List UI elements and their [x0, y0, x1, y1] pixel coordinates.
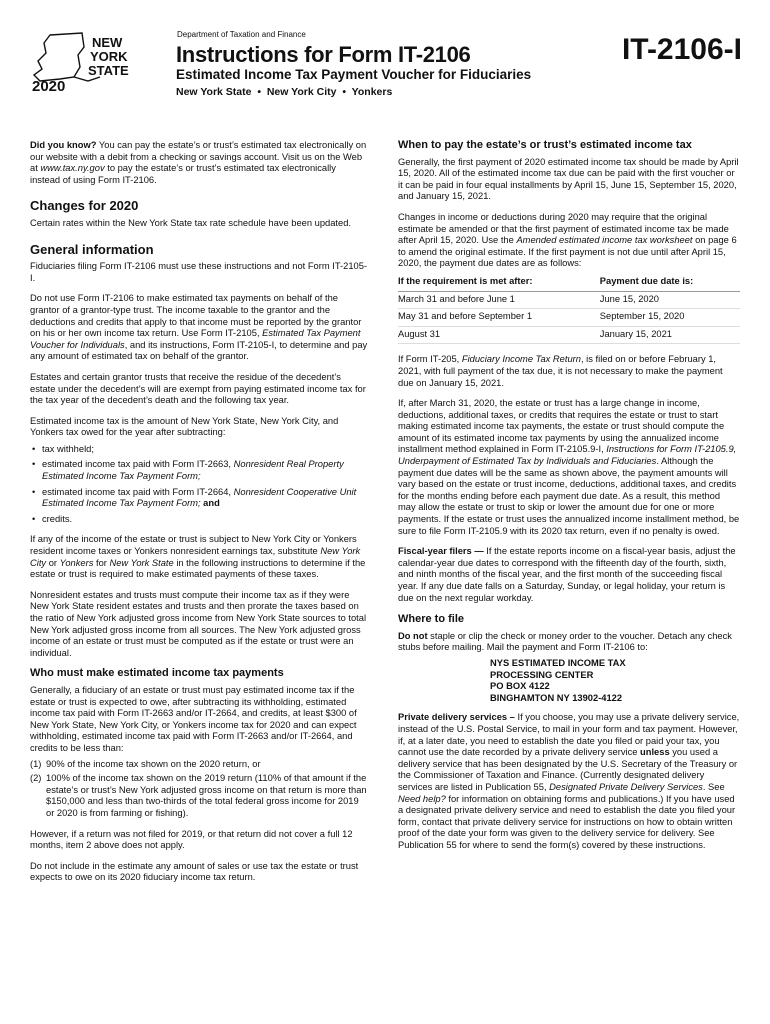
logo-line3: STATE [88, 63, 129, 78]
text: New York City [30, 546, 361, 568]
form-title: Fiduciary Income Tax Return [461, 354, 581, 365]
table-row [398, 326, 740, 344]
table-row [398, 309, 740, 327]
where-text [398, 631, 740, 654]
text: . See [702, 781, 725, 792]
publication-title: Designated Private Delivery Services [549, 781, 703, 792]
table-cell: June 15, 2020 [600, 291, 740, 309]
text: on page 6 to amend the original estimate. If the first payment is not due until after April 15, 2020, the payment due dates are as follows: [398, 235, 737, 269]
table-cell: March 31 and before June 1 [398, 291, 600, 309]
text: for [93, 557, 110, 568]
who-p3: Do not include in the estimate any amount of sales or use tax the estate or trust expects to owe on its 2020 fiduciary income tax return. [30, 860, 359, 883]
website-link[interactable]: www.tax.ny.gov [40, 163, 105, 174]
form-title: Nonresident Real Property Estimated Income Tax Payment Form; [42, 459, 344, 482]
private-delivery-services [398, 712, 740, 851]
nys-logo [30, 25, 170, 95]
text: Changes in income or deductions during 2020 may require that the original estimate be amended or that the first payment of estimated income tax be made after April 15, 2020. Use the [398, 211, 729, 246]
jurisdiction-nys: New York State [176, 86, 252, 98]
list-item [30, 773, 368, 819]
text: estimated income tax paid with Form IT-2663, [42, 459, 234, 470]
did-you-know [30, 140, 368, 186]
form-title: Nonresident Cooperative Unit Estimated Income Tax Payment Form; [42, 486, 357, 509]
general-p4: Estimated income tax is the amount of New York State, New York City, and Yonkers tax owed for the year after subtracting: [30, 415, 339, 438]
mailing-address [398, 658, 740, 704]
changes-heading: Changes for 2020 [30, 198, 139, 214]
jurisdictions [176, 86, 392, 98]
table-row [398, 291, 740, 309]
text: Do not use Form IT-2106 to make estimated tax payments on behalf of the grantor of a grantor-type trust. The income taxable to the grantor and the deductions and credits that apply to that income must be reported by the grantor on his or her own income tax return. Use Form IT-2105, [30, 293, 362, 339]
logo-line1: NEW [92, 35, 123, 50]
general-p3: Estates and certain grantor trusts that receive the residue of the decedent’s estate under the decedent’s will are exempt from paying estimated income tax for the tax year of the decedent’s death and the following tax year. [30, 371, 366, 406]
address-line: BINGHAMTON NY 13902-4122 [490, 692, 623, 703]
text: Yonkers [59, 557, 94, 568]
form-title: Instructions for Form IT-2105.9, Underpayment of Estimated Tax by Individuals and Fiduciaries [398, 444, 737, 467]
text: staple or clip the check or money order to the voucher. Detach any check stubs before mailing. Mail the payment and Form IT-2106 to: [398, 630, 732, 653]
dyk-text2: to pay the estate’s or trust’s estimated tax electronically instead of using Form IT-2106. [30, 163, 336, 185]
changes-text: Certain rates within the New York State tax rate schedule have been updated. [30, 217, 352, 228]
table-cell: August 31 [398, 326, 600, 344]
list-item [30, 487, 368, 510]
general-p2 [30, 293, 368, 363]
text: or [46, 557, 60, 568]
where-to-file-heading: Where to file [398, 613, 465, 626]
table-cell: January 15, 2021 [600, 326, 740, 344]
unless-word: unless [640, 747, 670, 758]
table-cell: September 15, 2020 [600, 309, 740, 327]
general-p5 [30, 534, 368, 580]
right-column [398, 140, 740, 860]
dyk-label: Did you know? [30, 140, 97, 150]
address-line: PO BOX 4122 [490, 681, 550, 692]
text: in the following instructions to determine if the estate or trust is required to make estimated payments of these taxes. [30, 557, 366, 580]
logo-line2: YORK [90, 49, 128, 64]
text: New York State [109, 557, 174, 568]
text: , is filed on or before February 1, 2021, with full payment of the tax due, it is not necessary to make the payment due on January 15, 2021. [398, 354, 723, 388]
text: for information on obtaining forms and publications.) If you have used a designated private delivery service and need to establish the date you filed your form, contact that private delivery service for instructions on how to obtain written proof of the date your form was given to the delivery service for delivery. See Publication 55 for where to send the form(s) covered by these instructions. [398, 793, 736, 850]
when-p2 [398, 212, 740, 270]
item-number: (2) [30, 773, 42, 784]
form-title: Estimated Tax Payment Voucher for Individuals [30, 328, 361, 350]
left-column [30, 140, 368, 893]
when-p1: Generally, the first payment of 2020 estimated income tax should be made by April 15, 2020. All of the estimated income tax due can be paid with the first voucher or it can be paid in four equal installments by April 15, June 15, September 15, 2020, and January 15, 2021. [398, 156, 739, 202]
general-info-heading: General information [30, 241, 154, 257]
state-outline-icon [30, 25, 170, 95]
list-item: • credits. [30, 514, 368, 526]
text: estimated income tax paid with Form IT-2664, [42, 486, 234, 497]
general-p6: Nonresident estates and trusts must compute their income tax as if they were New York State resident estates and trusts and then prorate the taxes based on the ratio of New York adjusted gross income from New York State sources to total New York adjusted gross income from all sources. The New York adjusted gross income of an estate or trust must be computed as if the estate or trust were an individual. [30, 589, 367, 658]
address-line: NYS ESTIMATED INCOME TAX [490, 657, 626, 668]
fiscal-year-filers [398, 546, 740, 604]
dyk-text: You can pay the estate’s or trust’s estimated tax electronically on our website with a debit from a checking or savings account. Visit us on the Web at [30, 140, 367, 174]
and-word: and [200, 498, 220, 509]
who-p1: Generally, a fiduciary of an estate or trust must pay estimated income tax if the estate or trust is expected to owe, after subtracting its withholding, estimated income tax paid with Form IT-2663 and/or IT-2664, and credits, at least $300 of New York State, New York City, or Yonkers income tax for 2020 and can expect withholding, estimated income tax paid with Form IT-2663 and/or IT-2664, and credits to be less than: [30, 684, 357, 753]
form-number: IT-2106-I [621, 33, 742, 66]
list-item: • tax withheld; [30, 444, 368, 456]
jurisdiction-yonkers: Yonkers [351, 86, 393, 98]
worksheet-title: Amended estimated income tax worksheet [516, 235, 693, 246]
list-item [30, 759, 368, 771]
text: If the estate reports income on a fiscal-year basis, adjust the calendar-year due dates to correspond with the fifteenth day of the fourth, sixth, and ninth months of the fiscal year, and the first month of the succeeding fiscal year. If any due date falls on a Saturday, Sunday, or legal holiday, your return is due on the next regular workday. [398, 546, 736, 603]
item-text: 90% of the income tax shown on the 2020 return, or [46, 758, 261, 769]
text: , and its instructions, Form IT-2105-I, to determine and pay any amount of estimated tax on behalf of the grantor. [30, 339, 368, 362]
department-name: Department of Taxation and Finance [177, 30, 306, 39]
logo-year: 2020 [32, 78, 66, 95]
due-date-table [398, 274, 740, 344]
column-header: Payment due date is: [600, 274, 740, 291]
text: If, after March 31, 2020, the estate or trust has a large change in income, deductions, additional taxes, or credits that requires the estate or trust to start making estimated income tax payments, the estate or trust should compute the amount of its estimated income tax payments by using the annualized income installment method explained in Form IT-2105.9-I, [398, 398, 725, 455]
text: . Although the payment due dates will be the same as shown above, the payment amounts will vary based on the estate or trust income, deductions, additional taxes, and credits for the months ending before each payment due date. As a result, this method may allow the estate or trust to skip or lower the amount due for one or more payments. If the estate or trust uses the annualized income installment method, be sure to file Form IT-2105.9 with its 2020 tax return, even if no penalty is owed. [398, 456, 740, 536]
pds-label: Private delivery services – [398, 712, 515, 723]
when-p3 [398, 354, 740, 389]
subtract-list [30, 444, 368, 526]
text: you used a delivery service that has been designated by the U.S. Secretary of the Treasury or the Commissioner of Taxation and Finance. (Currently designated delivery services are listed in Publication 55, [398, 747, 738, 792]
list-item [30, 459, 368, 482]
text: If you choose, you may use a private delivery service, instead of the U.S. Postal Service, to mail in your form and tax payment. However, if, at a later date, you need to establish the date you filed or paid your tax, you cannot use the date recorded by a private delivery service [398, 712, 740, 758]
address-line: PROCESSING CENTER [490, 669, 594, 680]
need-help-ref: Need help? [398, 793, 446, 804]
bullet-icon: • [339, 86, 349, 98]
column-header: If the requirement is met after: [398, 274, 600, 291]
text: If any of the income of the estate or trust is subject to New York City or Yonkers resident income taxes or Yonkers nonresident earnings tax, substitute [30, 534, 357, 557]
item-text: 100% of the income tax shown on the 2019 return (110% of that amount if the estate’s or trust’s New York adjusted gross income on that return is more than $150,000 and less than two-thirds of the total federal gross income for 2019 or 2020 is from farming or fishing). [46, 773, 367, 818]
jurisdiction-nyc: New York City [266, 86, 337, 98]
page-title: Instructions for Form IT-2106 [176, 42, 471, 67]
threshold-list [30, 759, 368, 820]
do-not-label: Do not [398, 630, 428, 641]
who-must-heading: Who must make estimated income tax payments [30, 667, 284, 680]
when-p4 [398, 398, 740, 537]
fiscal-label: Fiscal-year filers — [398, 546, 484, 557]
page-subtitle: Estimated Income Tax Payment Voucher for Fiduciaries [176, 67, 532, 82]
bullet-icon: • [254, 86, 264, 98]
table-header-row [398, 274, 740, 291]
who-p2: However, if a return was not filed for 2019, or that return did not cover a full 12 months, item 2 above does not apply. [30, 828, 353, 851]
item-number: (1) [30, 758, 42, 769]
general-p1: Fiduciaries filing Form IT-2106 must use these instructions and not Form IT-2105-I. [30, 261, 368, 283]
text: If Form IT-205, [398, 354, 462, 365]
when-to-pay-heading: When to pay the estate’s or trust’s estimated income tax [398, 139, 692, 151]
table-cell: May 31 and before September 1 [398, 309, 600, 327]
